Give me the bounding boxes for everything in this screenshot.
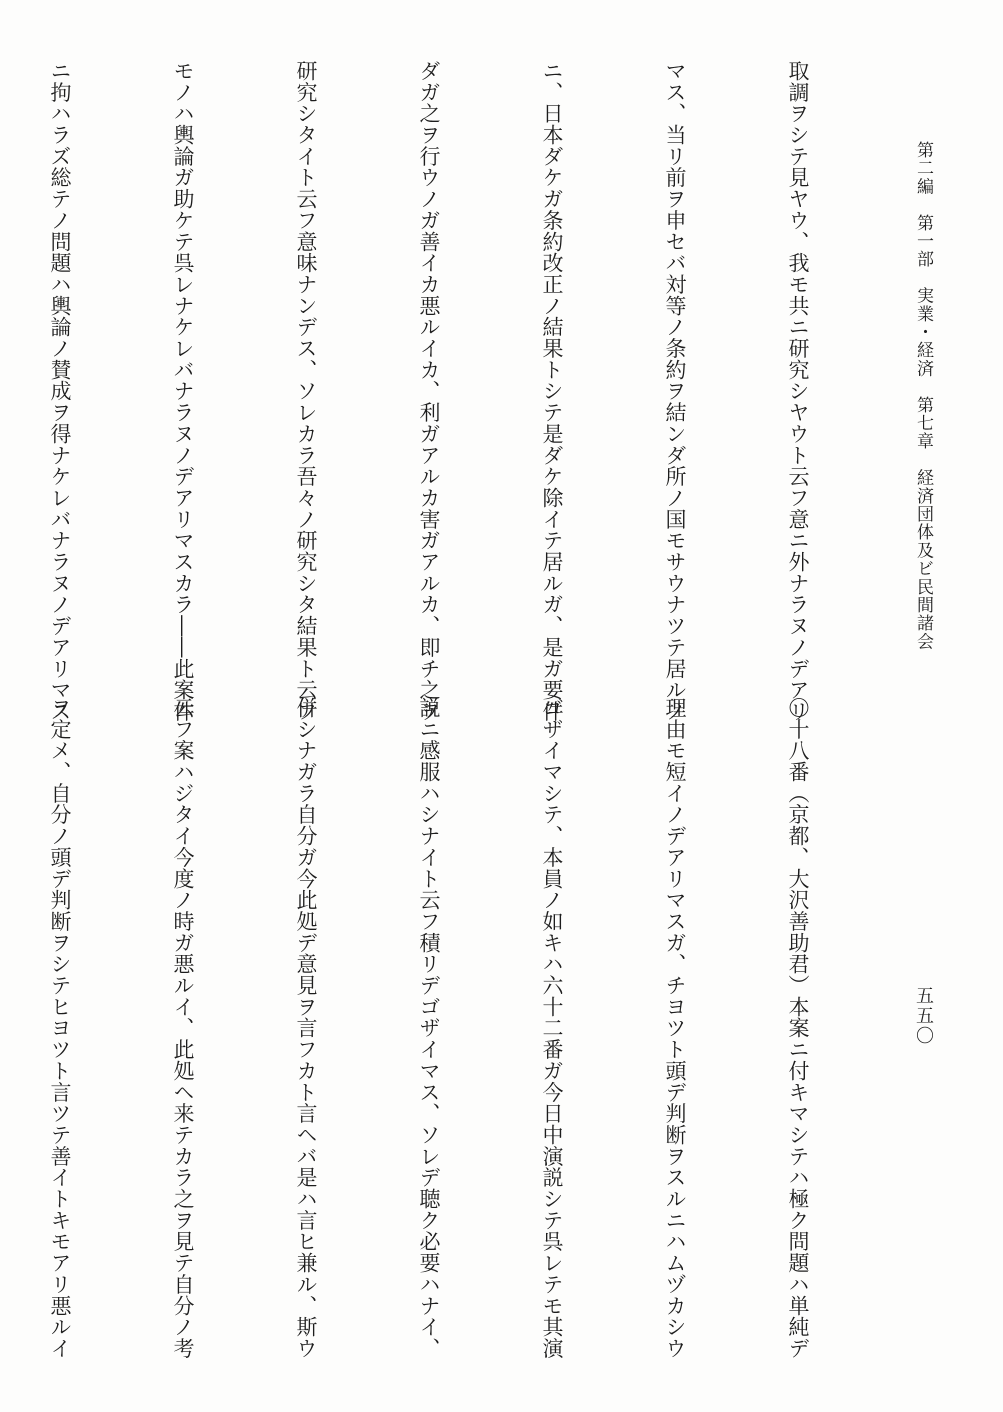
text-line: ニ、日本ダケガ条約改正ノ結果トシテ是ダケ除イテ居ルガ、是ガ要件 xyxy=(540,60,564,722)
running-header: 第二編 第一部 実業・経済 第七章 経済団体及ビ民間諸会 xyxy=(913,141,933,651)
text-line: ゴザイマシテ、本員ノ如キハ六十二番ガ今日中演説シテ呉レテモ其演 xyxy=(540,697,564,1359)
text-line: 取調ヲシテ見ヤウ、我モ共ニ研究シヤウト云フ意ニ外ナラヌノデアリ xyxy=(786,60,810,722)
page-number: 五五〇 xyxy=(913,986,934,1046)
text-line: ヲ定メ、自分ノ頭デ判断ヲシテヒヨツト言ツテ善イトキモアリ悪ルイ xyxy=(48,697,72,1359)
text-line: 理由モ短イノデアリマスガ、チヨツト頭デ判断ヲスルニハムヅカシウ xyxy=(663,697,687,1359)
text-line: 〇十八番（京都、大沢善助君）本案ニ付キマシテハ極ク問題ハ単純デ xyxy=(786,697,810,1359)
text-line: ニ拘ハラズ総テノ問題ハ輿論ノ賛成ヲ得ナケレバナラヌノデアリマス xyxy=(48,60,72,722)
text-line: 併シナガラ自分ガ今此処デ意見ヲ言フカト言ヘバ是ハ言ヒ兼ル、斯ウ xyxy=(294,697,318,1359)
upper-text-block xyxy=(48,60,900,722)
lower-text-block xyxy=(48,697,900,1359)
text-line: 説ニ感服ハシナイト云フ積リデゴザイマス、ソレデ聴ク必要ハナイ、 xyxy=(417,697,441,1359)
text-line: マス、当リ前ヲ申セバ対等ノ条約ヲ結ンダ所ノ国モサウナツテ居ルノ xyxy=(663,60,687,722)
text-line: モノハ輿論ガ助ケテ呉レナケレバナラヌノデアリマスカラ――此案件 xyxy=(171,60,195,722)
text-line: ダガ之ヲ行ウノガ善イカ悪ルイカ、利ガアルカ害ガアルカ、即チ之ヲ xyxy=(417,60,441,722)
text-line: 云フ案ハジタイ今度ノ時ガ悪ルイ、此処ヘ来テカラ之ヲ見テ自分ノ考 xyxy=(171,697,195,1359)
text-line: 研究シタイト云フ意味ナンデス、ソレカラ吾々ノ研究シタ結果ト云フ xyxy=(294,60,318,722)
